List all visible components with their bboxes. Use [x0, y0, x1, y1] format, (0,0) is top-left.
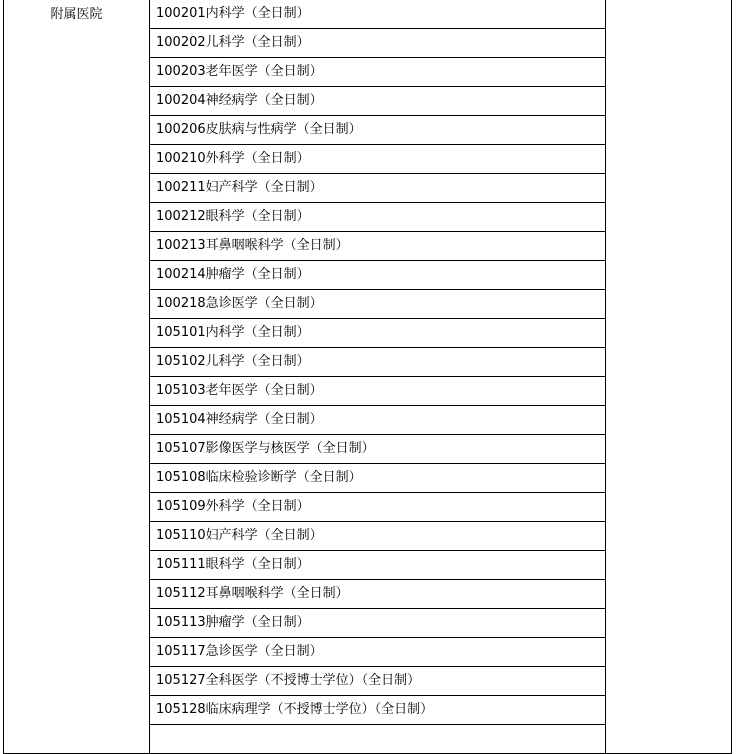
major-cell: 105107影像医学与核医学（全日制） — [150, 435, 606, 464]
major-cell: 100211妇产科学（全日制） — [150, 174, 606, 203]
major-cell: 100201内科学（全日制） — [150, 0, 606, 29]
major-cell: 105112耳鼻咽喉科学（全日制） — [150, 580, 606, 609]
major-cell: 105108临床检验诊断学（全日制） — [150, 464, 606, 493]
major-cell: 100206皮肤病与性病学（全日制） — [150, 116, 606, 145]
major-cell: 100204神经病学（全日制） — [150, 87, 606, 116]
major-cell: 105128临床病理学（不授博士学位）（全日制） — [150, 696, 606, 725]
unit-cell — [4, 0, 150, 754]
major-cell: 105103老年医学（全日制） — [150, 377, 606, 406]
major-cell: 100214肿瘤学（全日制） — [150, 261, 606, 290]
table-row — [4, 0, 732, 29]
remarks-cell — [606, 0, 732, 754]
major-cell: 100213耳鼻咽喉科学（全日制） — [150, 232, 606, 261]
major-cell: 105113肿瘤学（全日制） — [150, 609, 606, 638]
major-cell: 100210外科学（全日制） — [150, 145, 606, 174]
major-cell: 105127全科医学（不授博士学位）（全日制） — [150, 667, 606, 696]
majors-table-body — [4, 0, 732, 754]
major-cell: 100212眼科学（全日制） — [150, 203, 606, 232]
major-cell: 105101内科学（全日制） — [150, 319, 606, 348]
unit-name: 附属医院 — [50, 7, 103, 22]
major-cell: 100218急诊医学（全日制） — [150, 290, 606, 319]
major-cell: 100203老年医学（全日制） — [150, 58, 606, 87]
major-cell: 100202儿科学（全日制） — [150, 29, 606, 58]
major-cell — [150, 725, 606, 754]
major-cell: 105117急诊医学（全日制） — [150, 638, 606, 667]
majors-table — [3, 0, 732, 754]
major-cell: 105104神经病学（全日制） — [150, 406, 606, 435]
major-cell: 105111眼科学（全日制） — [150, 551, 606, 580]
major-cell: 105110妇产科学（全日制） — [150, 522, 606, 551]
major-cell: 105102儿科学（全日制） — [150, 348, 606, 377]
major-cell: 105109外科学（全日制） — [150, 493, 606, 522]
